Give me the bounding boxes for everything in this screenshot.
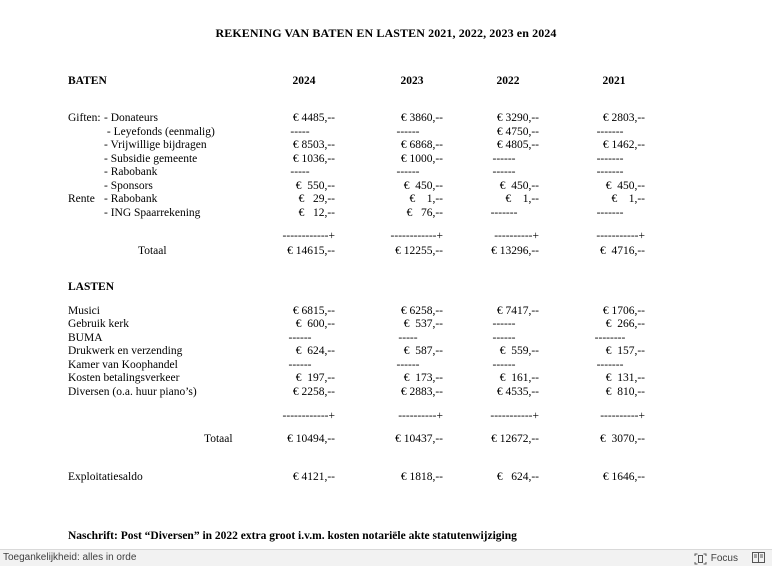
cell-2022: € 450,--: [499, 180, 539, 192]
total-2022: € 13296,--: [491, 245, 539, 257]
total-label: Totaal: [138, 245, 167, 257]
table-row: [0, 193, 772, 207]
cell-2022: € 4535,--: [496, 386, 539, 398]
section-heading-row: [0, 281, 772, 295]
row-label: - ING Spaarrekening: [104, 207, 201, 219]
sum-separator-row: [0, 410, 772, 424]
cell-2024: € 2258,--: [292, 386, 335, 398]
cell-2023: € 450,--: [403, 180, 443, 192]
table-row: [0, 332, 772, 346]
total-2022: € 12672,--: [491, 433, 539, 445]
table-row: [0, 207, 772, 221]
table-row: [0, 139, 772, 153]
total-row-baten: [0, 245, 772, 259]
row-label: Kosten betalingsverkeer: [68, 372, 180, 384]
row-label: Drukwerk en verzending: [68, 345, 183, 357]
cell-2024: ------: [288, 359, 312, 371]
year-header-2024: 2024: [292, 75, 316, 87]
cell-2024: € 8503,--: [292, 139, 335, 151]
cell-2024: -----: [290, 166, 310, 178]
cell-2022: € 4750,--: [496, 126, 539, 138]
cell-2021: € 1,--: [611, 193, 645, 205]
section-heading-baten: BATEN: [68, 75, 107, 87]
cell-2021: € 1706,--: [602, 305, 645, 317]
cell-2023: € 76,--: [406, 207, 443, 219]
cell-2022: ------: [492, 332, 516, 344]
separator: -----------+: [490, 410, 539, 422]
table-row: [0, 386, 772, 400]
row-label: BUMA: [68, 332, 103, 344]
row-prefix: Rente: [68, 193, 95, 205]
row-label: - Donateurs: [104, 112, 158, 124]
cell-2021: € 131,--: [605, 372, 645, 384]
accessibility-status[interactable]: Toegankelijkheid: alles in orde: [3, 552, 137, 563]
total-2024: € 10494,--: [287, 433, 335, 445]
cell-2022: € 559,--: [499, 345, 539, 357]
section-heading-lasten: LASTEN: [68, 281, 115, 293]
cell-2021: -------: [596, 207, 624, 219]
cell-2023: € 1000,--: [400, 153, 443, 165]
row-label: Gebruik kerk: [68, 318, 129, 330]
table-row: [0, 153, 772, 167]
separator: ----------+: [600, 410, 645, 422]
cell-2021: € 266,--: [605, 318, 645, 330]
sum-separator-row: [0, 230, 772, 244]
cell-2024: € 197,--: [295, 372, 335, 384]
cell-2022: € 7417,--: [496, 305, 539, 317]
table-row: [0, 359, 772, 373]
cell-2022: ------: [492, 359, 516, 371]
saldo-2021: € 1646,--: [602, 471, 645, 483]
cell-2022: € 3290,--: [496, 112, 539, 124]
total-2024: € 14615,--: [287, 245, 335, 257]
table-row: [0, 112, 772, 126]
naschrift-note: Naschrift: Post “Diversen” in 2022 extra groot i.v.m. kosten notariële akte statutenwijziging: [68, 530, 517, 542]
total-row-lasten: [0, 433, 772, 447]
total-2023: € 10437,--: [395, 433, 443, 445]
cell-2024: € 600,--: [295, 318, 335, 330]
total-2023: € 12255,--: [395, 245, 443, 257]
cell-2021: -------: [596, 153, 624, 165]
table-row: [0, 305, 772, 319]
cell-2022: ------: [492, 153, 516, 165]
cell-2023: € 2883,--: [400, 386, 443, 398]
cell-2022: ------: [492, 318, 516, 330]
total-label: Totaal: [204, 433, 233, 445]
saldo-label: Exploitatiesaldo: [68, 471, 143, 483]
cell-2024: ------: [288, 332, 312, 344]
saldo-row: [0, 471, 772, 485]
row-label: - Leyefonds (eenmalig): [104, 126, 215, 138]
cell-2024: € 1036,--: [292, 153, 335, 165]
cell-2024: € 4485,--: [292, 112, 335, 124]
table-row: [0, 318, 772, 332]
separator: ------------+: [282, 410, 335, 422]
total-2021: € 4716,--: [599, 245, 645, 257]
row-label: Musici: [68, 305, 100, 317]
cell-2024: € 12,--: [298, 207, 335, 219]
cell-2023: € 173,--: [403, 372, 443, 384]
row-label: - Vrijwillige bijdragen: [104, 139, 207, 151]
saldo-2024: € 4121,--: [292, 471, 335, 483]
saldo-2022: € 624,--: [496, 471, 539, 483]
cell-2023: € 537,--: [403, 318, 443, 330]
cell-2021: € 810,--: [605, 386, 645, 398]
row-label: Kamer van Koophandel: [68, 359, 178, 371]
year-header-2022: 2022: [496, 75, 520, 87]
cell-2021: --------: [594, 332, 626, 344]
cell-2024: € 550,--: [295, 180, 335, 192]
statusbar: [0, 549, 772, 566]
cell-2023: € 3860,--: [400, 112, 443, 124]
page-title: REKENING VAN BATEN EN LASTEN 2021, 2022, 2023 en 2024: [215, 26, 557, 40]
table-row: [0, 166, 772, 180]
cell-2022: € 161,--: [499, 372, 539, 384]
row-label: - Rabobank: [104, 166, 158, 178]
table-row: [0, 345, 772, 359]
focus-button[interactable]: [694, 551, 738, 566]
cell-2022: € 1,--: [505, 193, 539, 205]
separator: ------------+: [282, 230, 335, 242]
table-header-row: [0, 75, 772, 89]
cell-2024: € 29,--: [298, 193, 335, 205]
cell-2024: € 6815,--: [292, 305, 335, 317]
cell-2021: € 157,--: [605, 345, 645, 357]
separator: -----------+: [596, 230, 645, 242]
cell-2021: -------: [596, 166, 624, 178]
cell-2023: ------: [396, 166, 420, 178]
row-prefix: Giften:: [68, 112, 101, 124]
cell-2021: -------: [596, 359, 624, 371]
focus-icon: [694, 553, 707, 565]
separator: ----------+: [398, 410, 443, 422]
read-mode-icon[interactable]: [752, 552, 765, 563]
cell-2024: -----: [290, 126, 310, 138]
row-label: Diversen (o.a. huur piano’s): [68, 386, 197, 398]
focus-label: Focus: [710, 553, 738, 564]
cell-2023: ------: [396, 359, 420, 371]
row-label: - Sponsors: [104, 180, 153, 192]
cell-2021: € 450,--: [605, 180, 645, 192]
cell-2024: € 624,--: [295, 345, 335, 357]
cell-2023: -----: [398, 332, 418, 344]
cell-2023: € 587,--: [403, 345, 443, 357]
separator: ------------+: [390, 230, 443, 242]
cell-2022: -------: [490, 207, 518, 219]
cell-2021: € 1462,--: [602, 139, 645, 151]
table-row: [0, 180, 772, 194]
cell-2021: -------: [596, 126, 624, 138]
cell-2022: € 4805,--: [496, 139, 539, 151]
cell-2023: € 6868,--: [400, 139, 443, 151]
total-2021: € 3070,--: [599, 433, 645, 445]
saldo-2023: € 1818,--: [400, 471, 443, 483]
cell-2023: ------: [396, 126, 420, 138]
cell-2021: € 2803,--: [602, 112, 645, 124]
cell-2023: € 6258,--: [400, 305, 443, 317]
year-header-2021: 2021: [602, 75, 626, 87]
cell-2022: ------: [492, 166, 516, 178]
table-row: [0, 126, 772, 140]
row-label: - Subsidie gemeente: [104, 153, 198, 165]
year-header-2023: 2023: [400, 75, 424, 87]
separator: ----------+: [494, 230, 539, 242]
row-label: - Rabobank: [104, 193, 158, 205]
table-row: [0, 372, 772, 386]
cell-2023: € 1,--: [409, 193, 443, 205]
